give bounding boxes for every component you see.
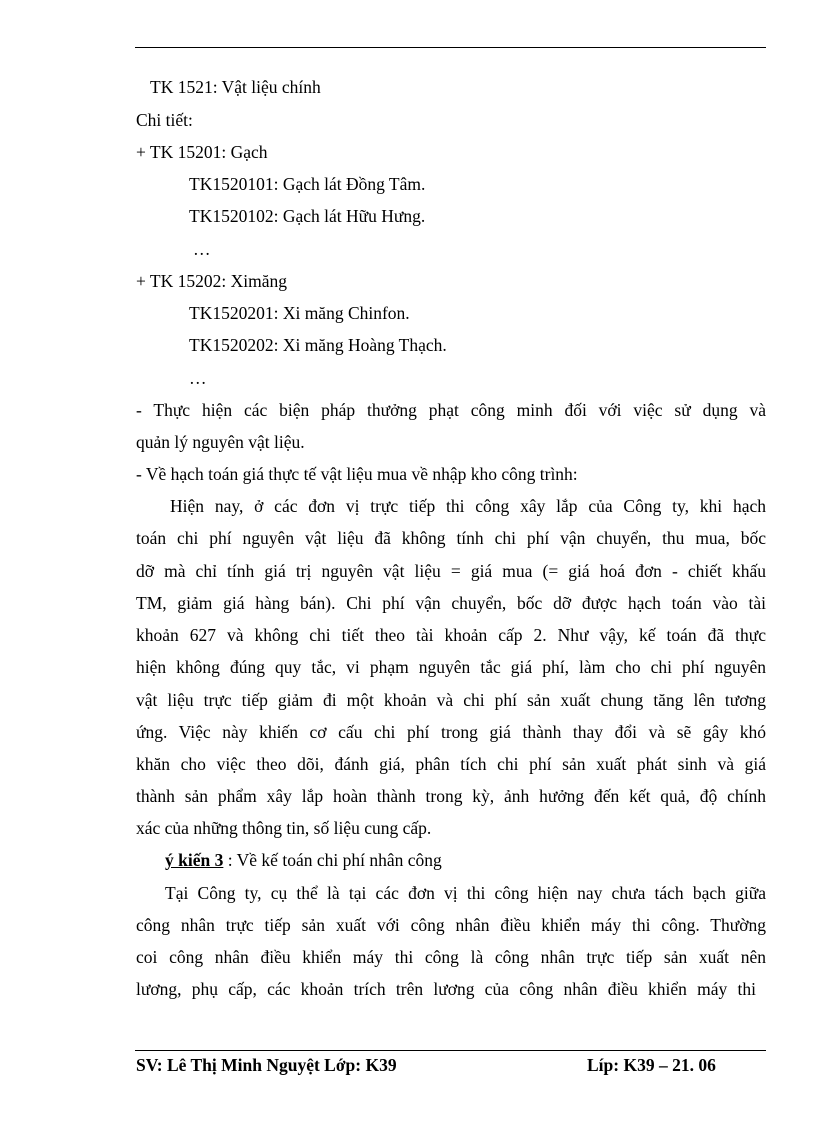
section-heading	[165, 849, 442, 871]
text-line: toán chi phí nguyên vật liệu đã không tính chi phí vận chuyển, thu mua, bốc	[136, 528, 766, 548]
text-line: TK1520101: Gạch lát Đồng Tâm.	[189, 174, 426, 194]
heading-text: : Về kế toán chi phí nhân công	[223, 850, 442, 870]
text-line: TK1520201: Xi măng Chinfon.	[189, 303, 410, 323]
text-line: …	[189, 368, 207, 388]
header-rule	[135, 47, 766, 48]
footer-student: SV: Lê Thị Minh Nguyệt Lớp: K39	[136, 1055, 397, 1075]
text-line: + TK 15202: Ximăng	[136, 271, 287, 291]
text-line: + TK 15201: Gạch	[136, 142, 268, 162]
text-line: Hiện nay, ở các đơn vị trực tiếp thi công xây lắp của Công ty, khi hạch	[170, 496, 766, 516]
text-line: - Về hạch toán giá thực tế vật liệu mua về nhập kho công trình:	[136, 464, 578, 484]
heading-label: ý kiến 3	[165, 850, 224, 870]
text-line: coi công nhân điều khiển máy thi công là công nhân trực tiếp sản xuất nên	[136, 947, 766, 967]
text-line: vật liệu trực tiếp giảm đi một khoản và chi phí sản xuất chung tăng lên tương	[136, 690, 766, 710]
text-line: xác của những thông tin, số liệu cung cấp.	[136, 818, 432, 838]
text-line: dỡ mà chỉ tính giá trị nguyên vật liệu = giá mua (= giá hoá đơn - chiết khấu	[136, 561, 766, 581]
text-line: ứng. Việc này khiến cơ cấu chi phí trong giá thành thay đổi và sẽ gây khó	[136, 722, 766, 742]
text-line: Chi tiết:	[136, 110, 193, 130]
text-line: hiện không đúng quy tắc, vi phạm nguyên tắc giá phí, làm cho chi phí nguyên	[136, 657, 766, 677]
text-line: khăn cho việc theo dõi, đánh giá, phân tích chi phí sản xuất phát sinh và giá	[136, 754, 766, 774]
text-line: TK 1521: Vật liệu chính	[150, 77, 321, 97]
text-line: TK1520102: Gạch lát Hữu Hưng.	[189, 206, 426, 226]
text-line: khoản 627 và không chi tiết theo tài khoản cấp 2. Như vậy, kế toán đã thực	[136, 625, 766, 645]
text-line: TK1520202: Xi măng Hoàng Thạch.	[189, 335, 447, 355]
text-line: quản lý nguyên vật liệu.	[136, 432, 305, 452]
text-line: lương, phụ cấp, các khoản trích trên lương của công nhân điều khiển máy thi	[136, 979, 756, 999]
text-line: - Thực hiện các biện pháp thưởng phạt công minh đối với việc sử dụng và	[136, 400, 766, 420]
footer-class: Líp: K39 – 21. 06	[587, 1055, 716, 1075]
text-line: công nhân trực tiếp sản xuất với công nhân điều khiển máy thi công. Thường	[136, 915, 766, 935]
text-line: …	[193, 239, 211, 259]
text-line: thành sản phẩm xây lắp hoàn thành trong kỳ, ảnh hưởng đến kết quả, độ chính	[136, 786, 766, 806]
text-line: TM, giảm giá hàng bán). Chi phí vận chuyển, bốc dỡ được hạch toán vào tài	[136, 593, 766, 613]
footer-rule	[135, 1050, 766, 1051]
text-line: Tại Công ty, cụ thể là tại các đơn vị thi công hiện nay chưa tách bạch giữa	[165, 883, 766, 903]
